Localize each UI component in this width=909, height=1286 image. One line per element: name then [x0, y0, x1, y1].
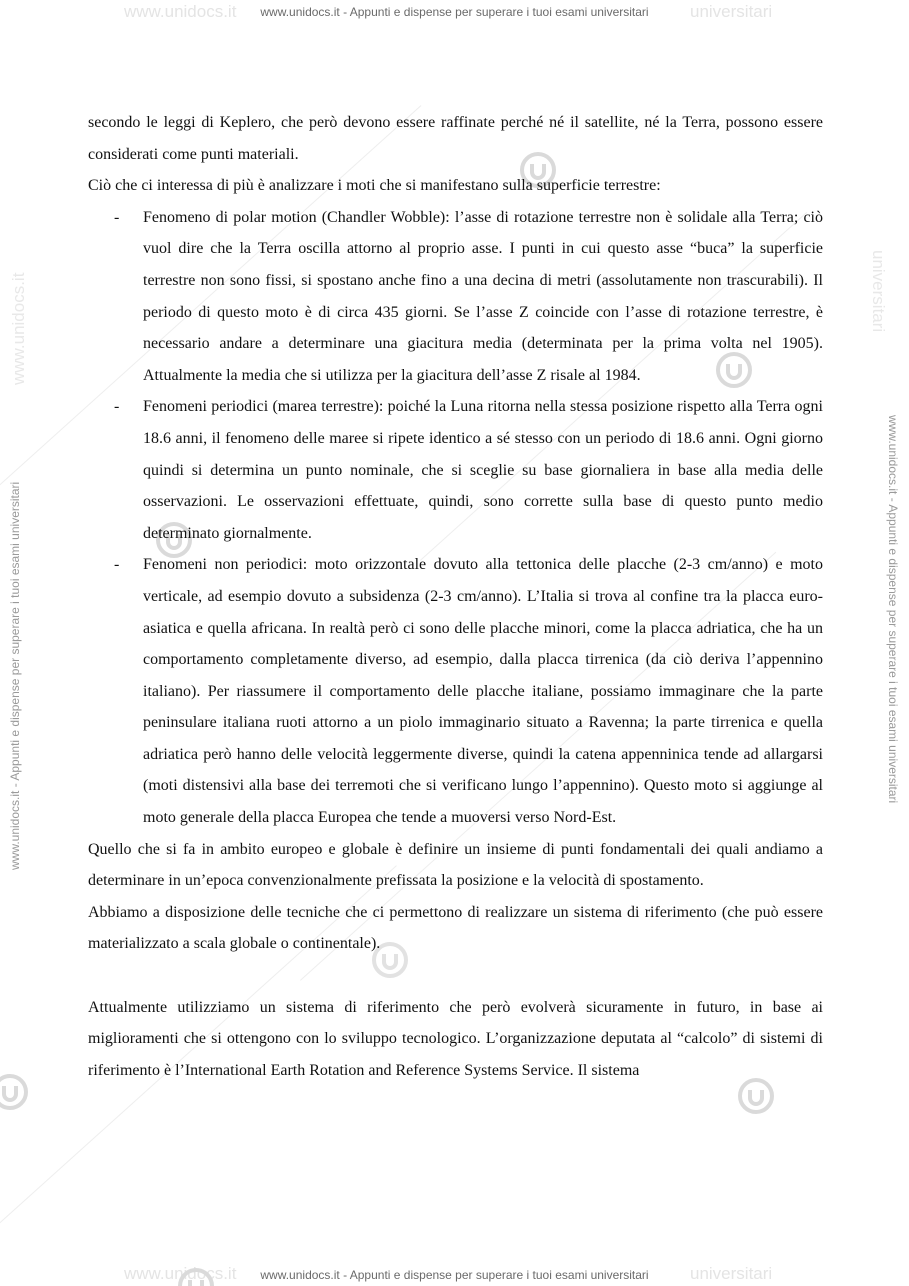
- unidocs-logo-icon: [176, 1266, 216, 1286]
- list-item-periodic: [88, 391, 823, 549]
- list-item-text: Fenomeni non periodici: moto orizzontale dovuto alla tettonica delle placche (2-3 cm/anno) e moto verticale, ad esempio dovuto a subsidenza (2-3 cm/anno). L’Italia si trova al confine tra la placca euro-asiatica e quella africana. In realtà però ci sono delle placche minori, come la placca adriatica, che ha un comportamento completamente diverso, ad esempio, dalla placca tirrenica (da ciò deriva l’appennino italiano). Per riassumere il comportamento delle placche italiane, possiamo immaginare che la parte peninsulare italiana ruoti attorno a un piolo immaginario situato a Ravenna; la parte tirrenica e quella adriatica però hanno delle velocità leggermente diverse, quindi la catena appenninica tende ad allargarsi (moti distensivi alla base dei terremoti che si verificano lungo l’appennino). Questo moto si aggiunge al moto generale della placca Europea che tende a muoversi verso Nord-Est.: [143, 556, 823, 827]
- paragraph-techniques: Abbiamo a disposizione delle tecniche che ci permettono di realizzare un sistema di riferimento (che può essere materializzato a scala globale o continentale).: [88, 903, 823, 953]
- paragraph-spacer: [88, 960, 823, 992]
- paragraph-interest: Ciò che ci interessa di più è analizzare i moti che si manifestano sulla superficie terrestre:: [88, 177, 661, 195]
- watermark-header: www.unidocs.it - Appunti e dispense per superare i tuoi esami universitari: [260, 5, 649, 19]
- watermark-footer: www.unidocs.it - Appunti e dispense per superare i tuoi esami universitari: [260, 1268, 649, 1282]
- watermark-side-faint-right: universitari: [869, 250, 888, 333]
- list-item-text: Fenomeno di polar motion (Chandler Wobble): l’asse di rotazione terrestre non è solidale alla Terra; ciò vuol dire che la Terra oscilla attorno al proprio asse. I punti in cui questo asse “buca” la superficie terrestre non sono fissi, si spostano anche fino a una decina di metri (assolutamente non trascurabili). Il periodo di questo moto è di circa 435 giorni. Se l’asse Z coincide con l’asse di rotazione terrestre, è necessario andare a determinare una giacitura media (determinata per la prima volta nel 1905). Attualmente la media che si utilizza per la giacitura dell’asse Z risale al 1984.: [143, 208, 823, 384]
- list-bullet: -: [114, 556, 120, 574]
- list-item-polar-motion: [88, 202, 823, 392]
- watermark-side-faint-left: www.unidocs.it: [9, 272, 28, 385]
- unidocs-logo-icon: [0, 1072, 30, 1112]
- paragraph-intro: secondo le leggi di Keplero, che però devono essere raffinate perché né il satellite, né la Terra, possono essere considerati come punti materiali.: [88, 114, 823, 163]
- watermark-faint-brand: www.unidocs.it: [124, 2, 237, 21]
- watermark-side-left: www.unidocs.it - Appunti e dispense per superare i tuoi esami universitari: [8, 481, 22, 870]
- watermark-side-right: www.unidocs.it - Appunti e dispense per superare i tuoi esami universitari: [886, 415, 900, 804]
- list-bullet: -: [114, 398, 120, 416]
- watermark-faint-brand: www.unidocs.it: [124, 1264, 237, 1283]
- watermark-faint-tail: universitari: [690, 2, 773, 21]
- list-item-text: Fenomeni periodici (marea terrestre): poiché la Luna ritorna nella stessa posizione rispetto alla Terra ogni 18.6 anni, il fenomeno delle maree si ripete identico a sé stesso con un periodo di 18.6 anni. Ogni giorno quindi si determina un punto nominale, che si sceglie su base giornaliera in base alla media delle osservazioni. Le osservazioni effettuate, quindi, sono corrette sulla base di questo punto medio determinato giornalmente.: [143, 398, 823, 542]
- list-item-non-periodic: [88, 549, 823, 833]
- phenomena-list: [88, 202, 823, 834]
- paragraph-fundamental-points: Quello che si fa in ambito europeo e globale è definire un insieme di punti fondamentali dei quali andiamo a determinare in un’epoca convenzionalmente prefissata la posizione e la velocità di spostamento.: [88, 840, 823, 890]
- list-bullet: -: [114, 208, 120, 226]
- paragraph-reference-system: Attualmente utilizziamo un sistema di riferimento che però evolverà sicuramente in futuro, in base ai miglioramenti che si ottengono con lo sviluppo tecnologico. L’organizzazione deputata al “calcolo” di sistemi di riferimento è l’International Earth Rotation and Reference Systems Service. Il sistema: [88, 998, 823, 1079]
- watermark-faint-tail: universitari: [690, 1264, 773, 1283]
- document-body: [88, 107, 823, 1086]
